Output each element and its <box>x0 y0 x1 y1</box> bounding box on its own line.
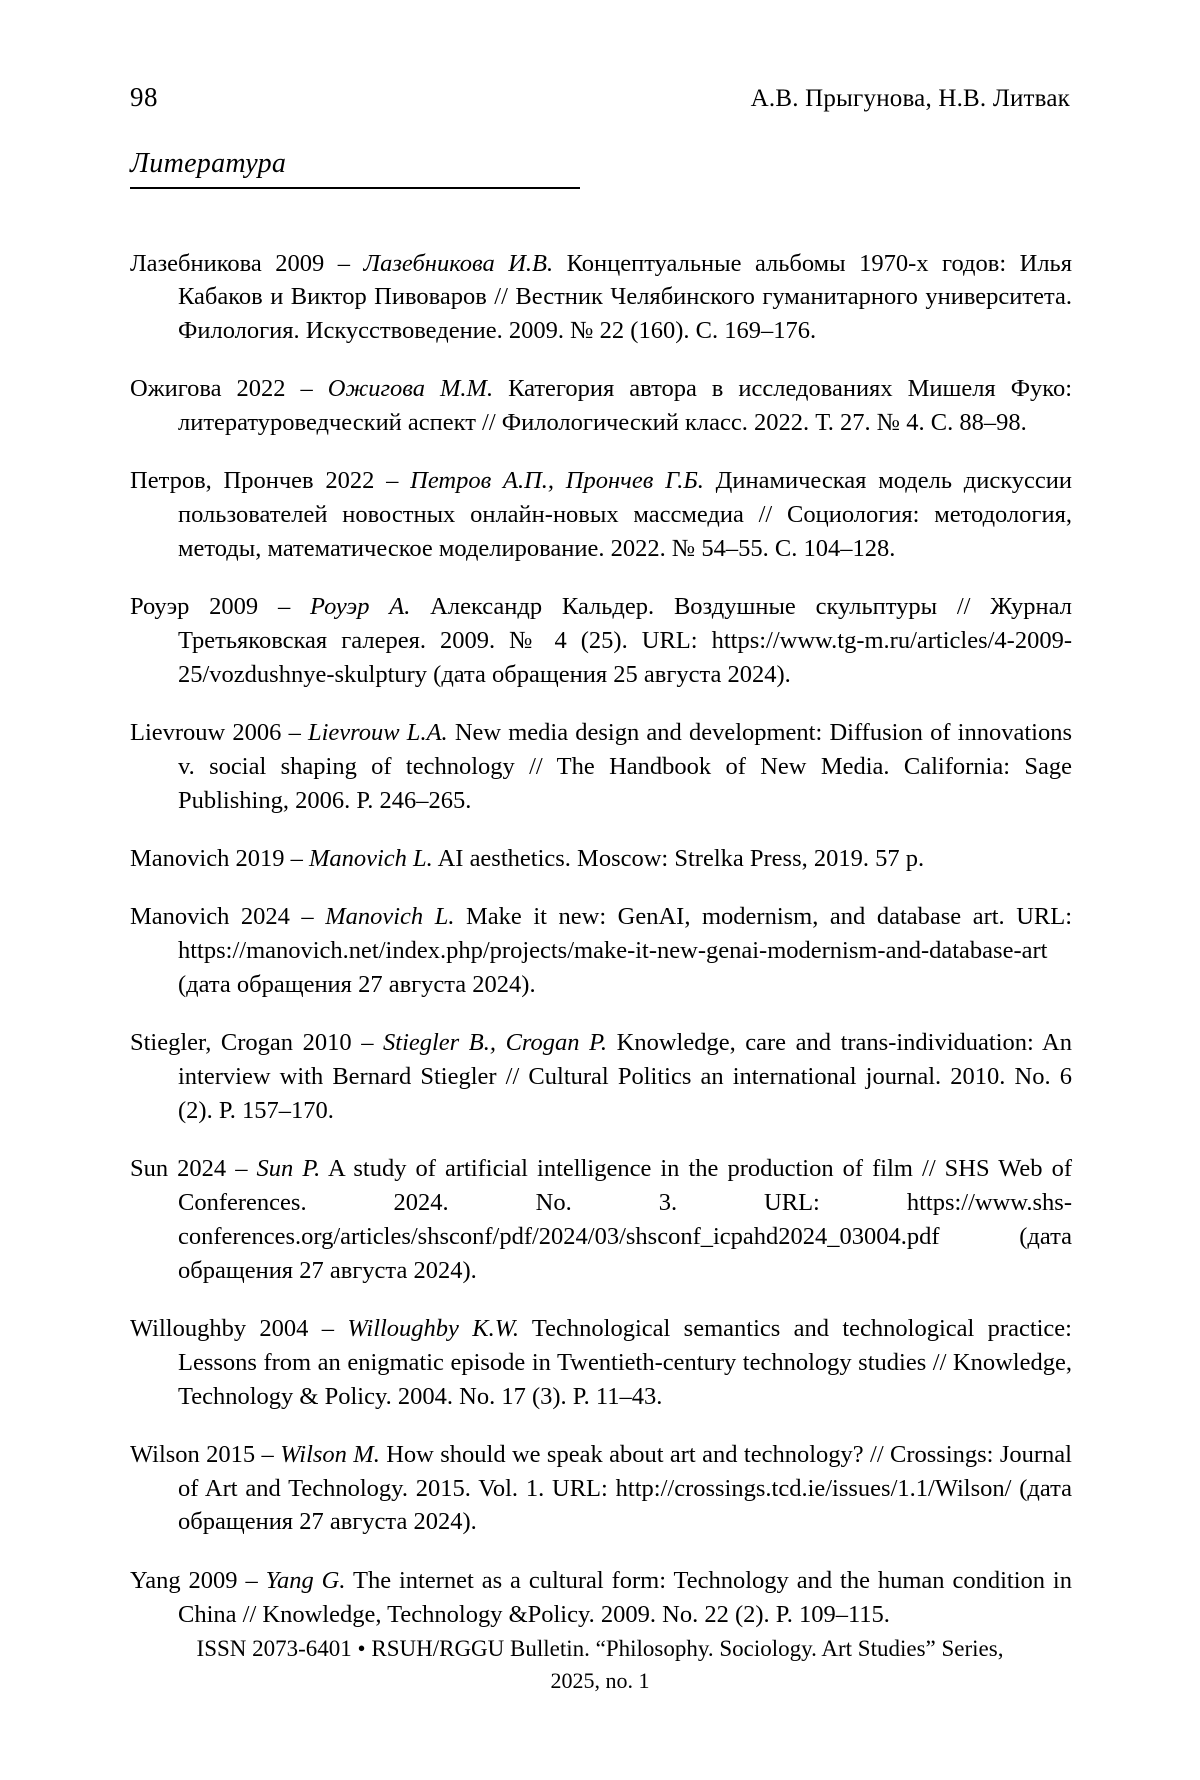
reference-item: Роуэр 2009 – Роуэр А. Александр Кальдер. Воздушные скульптуры // Журнал Третьяковская галерея. 2009. № 4 (25). URL: https://www.tg-m.ru/articles/4-2009-25/vozdushnye-skulptury (дата обращения 25 августа 2024). <box>130 593 1072 688</box>
section-title: Литература <box>130 148 287 179</box>
reference-item: Stiegler, Crogan 2010 – Stiegler B., Crogan P. Knowledge, care and trans-individuation: An interview with Bernard Stiegler // Cultural Politics an international journal. 2010. No. 6 (2). P. 157–170. <box>130 1029 1072 1124</box>
footer-line-1: ISSN 2073-6401 • RSUH/RGGU Bulletin. “Philosophy. Sociology. Art Studies” Series, <box>196 1636 1004 1661</box>
reference-item: Manovich 2024 – Manovich L. Make it new: GenAI, modernism, and database art. URL: https://manovich.net/index.php/projects/make-it-new-genai-modernism-and-database-art (дата обращения 27 августа 2024). <box>130 903 1073 999</box>
reference-item: Ожигова 2022 – Ожигова М.М. Категория автора в исследованиях Мишеля Фуко: литературоведческий аспект // Филологический класс. 2022. Т. 27. № 4. С. 88–98. <box>130 375 1073 437</box>
reference-item: Lievrouw 2006 – Lievrouw L.A. New media design and development: Diffusion of innovations v. social shaping of technology // The Handbook of New Media. California: Sage Publishing, 2006. P. 246–265. <box>130 719 1072 814</box>
reference-item: Лазебникова 2009 – Лазебникова И.В. Концептуальные альбомы 1970-х годов: Илья Кабаков и Виктор Пивоваров // Вестник Челябинского гуманитарного университета. Филология. Искусствоведение. 2009. № 22 (160). С. 169–176. <box>130 249 1072 345</box>
running-head <box>130 82 1070 113</box>
reference-list <box>130 222 1072 1634</box>
heading-rule <box>130 187 580 189</box>
page-number: 98 <box>130 82 158 112</box>
reference-item: Wilson 2015 – Wilson M. How should we speak about art and technology? // Crossings: Journal of Art and Technology. 2015. Vol. 1. URL: http://crossings.tcd.ie/issues/1.1/Wilson/ (дата обращения 27 августа 2024). <box>130 1440 1072 1536</box>
reference-item: Willoughby 2004 – Willoughby K.W. Technological semantics and technological practice: Lessons from an enigmatic episode in Twentieth-century technology studies // Knowledge, Technology & Policy. 2004. No. 17 (3). P. 11–43. <box>130 1314 1072 1410</box>
running-head-authors: А.В. Прыгунова, Н.В. Литвак <box>750 85 1070 112</box>
reference-item: Manovich 2019 – Manovich L. AI aesthetics. Moscow: Strelka Press, 2019. 57 p. <box>130 845 925 873</box>
reference-item: Yang 2009 – Yang G. The internet as a cultural form: Technology and the human condition in China // Knowledge, Technology &Policy. 2009. No. 22 (2). P. 109–115. <box>130 1566 1072 1628</box>
section-heading <box>130 148 580 189</box>
reference-item: Sun 2024 – Sun P. A study of artificial intelligence in the production of film // SHS Web of Conferences. 2024. No. 3. URL: https://www.shs-conferences.org/articles/shsconf/pdf/2024/03/shsconf_icpahd2024_03004.pdf (дата обращения 27 августа 2024). <box>130 1155 1072 1284</box>
page-footer <box>0 1632 1200 1697</box>
footer-line-2: 2025, no. 1 <box>550 1668 650 1694</box>
reference-item: Петров, Прончев 2022 – Петров А.П., Прончев Г.Б. Динамическая модель дискуссии пользователей новостных онлайн-новых массмедиа // Социология: методология, методы, математическое моделирование. 2022. № 54–55. С. 104–128. <box>130 467 1072 563</box>
